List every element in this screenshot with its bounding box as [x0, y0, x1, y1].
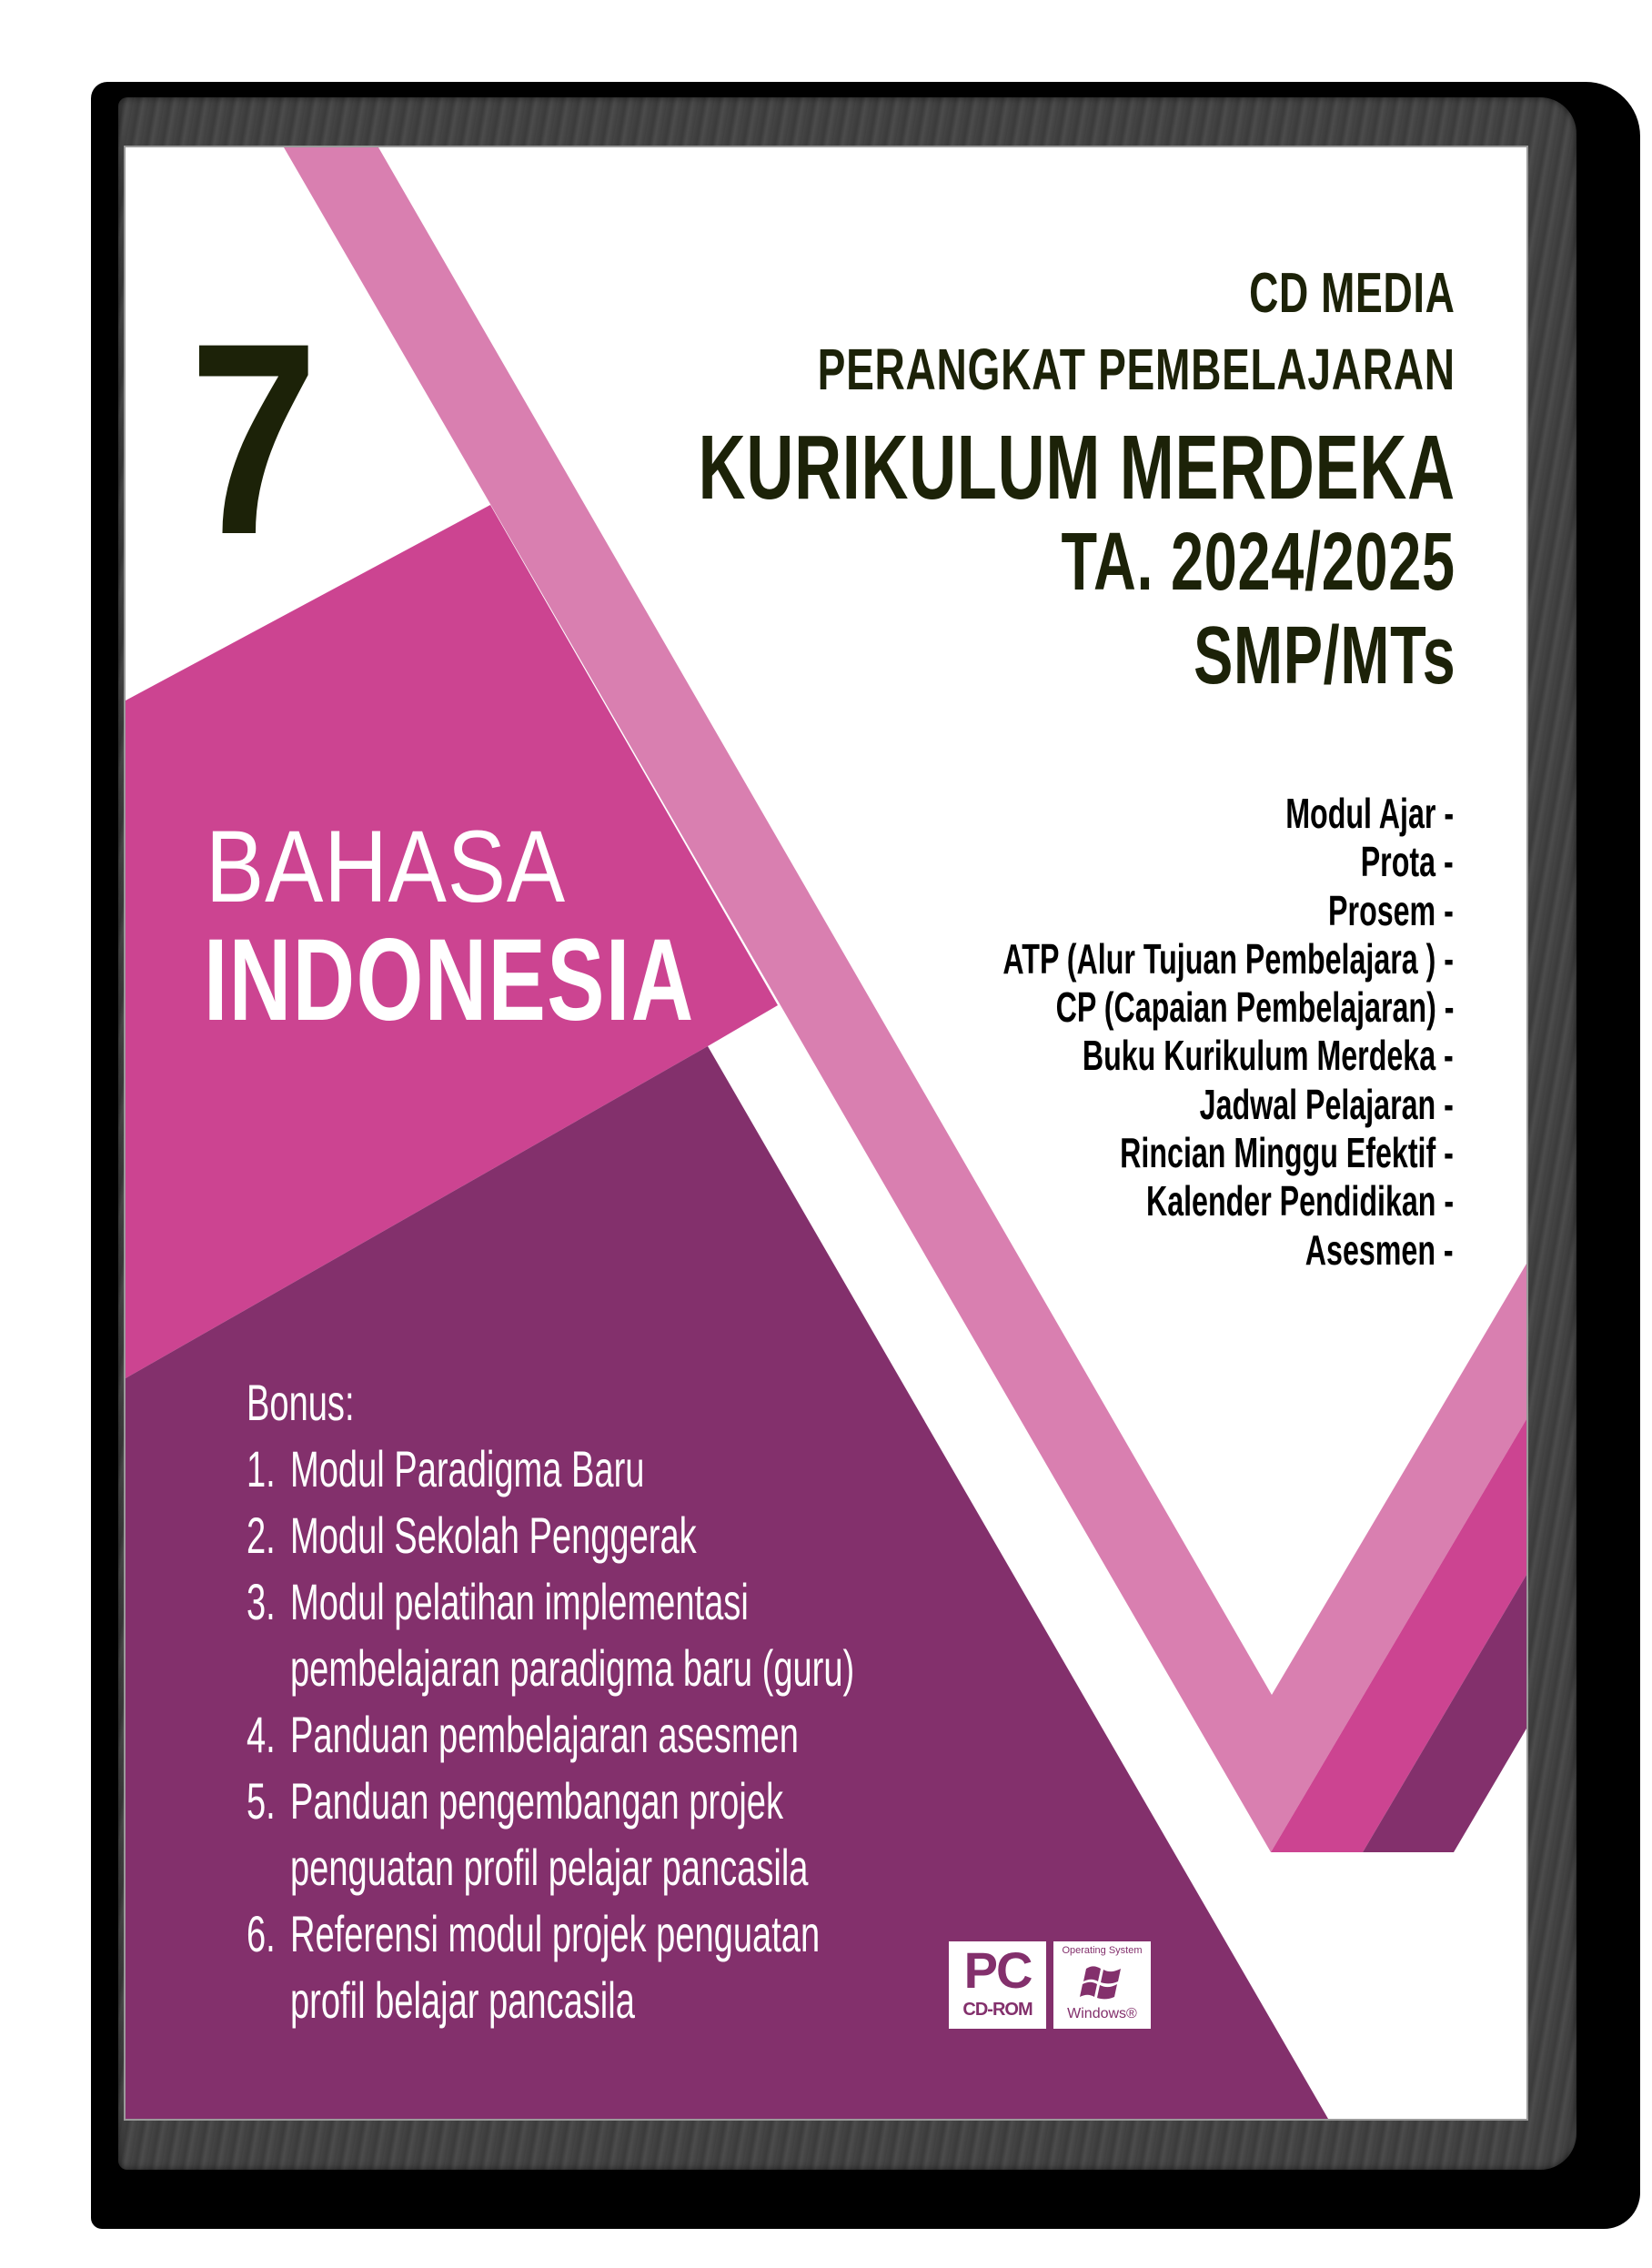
bonus-item: 6. Referensi modul projek penguatan [247, 1905, 821, 1962]
windows-os-badge [1053, 1941, 1151, 2029]
header-line-tahun-ajaran: TA. 2024/2025 [1061, 517, 1456, 608]
windows-logo-icon [1079, 1963, 1126, 2005]
contents-item: Prosem - [1328, 886, 1454, 934]
bonus-item: 4. Panduan pembelajaran asesmen [247, 1706, 799, 1763]
cover-panel [126, 147, 1526, 2119]
contents-item: ATP (Alur Tujuan Pembelajara ) - [1002, 934, 1454, 983]
pc-label: PC [963, 1941, 1032, 1999]
contents-item: Buku Kurikulum Merdeka - [1083, 1032, 1454, 1080]
contents-item: Rincian Minggu Efektif - [1120, 1129, 1454, 1177]
contents-list [810, 790, 1454, 1275]
contents-item: Asesmen - [1305, 1225, 1454, 1274]
bonus-item-continuation: penguatan profil pelajar pancasila [290, 1839, 809, 1896]
os-name: Windows® [1067, 2006, 1137, 2021]
bonus-list [247, 1369, 1120, 2033]
cdrom-label: CD-ROM [962, 2000, 1032, 2020]
pc-cdrom-badge [949, 1941, 1046, 2029]
grade-number: 7 [189, 286, 318, 591]
bonus-item: 5. Panduan pengembangan projek [247, 1772, 784, 1830]
contents-item: CP (Capaian Pembelajaran) - [1055, 983, 1454, 1032]
contents-item: Modul Ajar - [1285, 790, 1454, 837]
contents-item: Kalender Pendidikan - [1145, 1177, 1454, 1225]
subject-title-line1: BAHASA [206, 810, 566, 923]
contents-item: Prota - [1361, 838, 1454, 886]
header-line-jenjang: SMP/MTs [1193, 610, 1456, 701]
bonus-title: Bonus: [247, 1374, 355, 1431]
header-line-kurikulum: KURIKULUM MERDEKA [698, 417, 1456, 519]
subject-title-line2: INDONESIA [204, 915, 695, 1045]
contents-item: Jadwal Pelajaran - [1199, 1080, 1454, 1128]
header-line-perangkat: PERANGKAT PEMBELAJARAN [817, 337, 1456, 402]
platform-badges [949, 1941, 1151, 2029]
bonus-item-continuation: profil belajar pancasila [290, 1971, 635, 2029]
bonus-item-continuation: pembelajaran paradigma baru (guru) [290, 1639, 855, 1697]
os-label: Operating System [1062, 1945, 1143, 1956]
bonus-item: 3. Modul pelatihan implementasi [247, 1573, 749, 1630]
header-line-cd-media: CD MEDIA [1249, 262, 1456, 325]
bonus-item: 1. Modul Paradigma Baru [247, 1440, 645, 1497]
bonus-item: 2. Modul Sekolah Penggerak [247, 1507, 697, 1564]
